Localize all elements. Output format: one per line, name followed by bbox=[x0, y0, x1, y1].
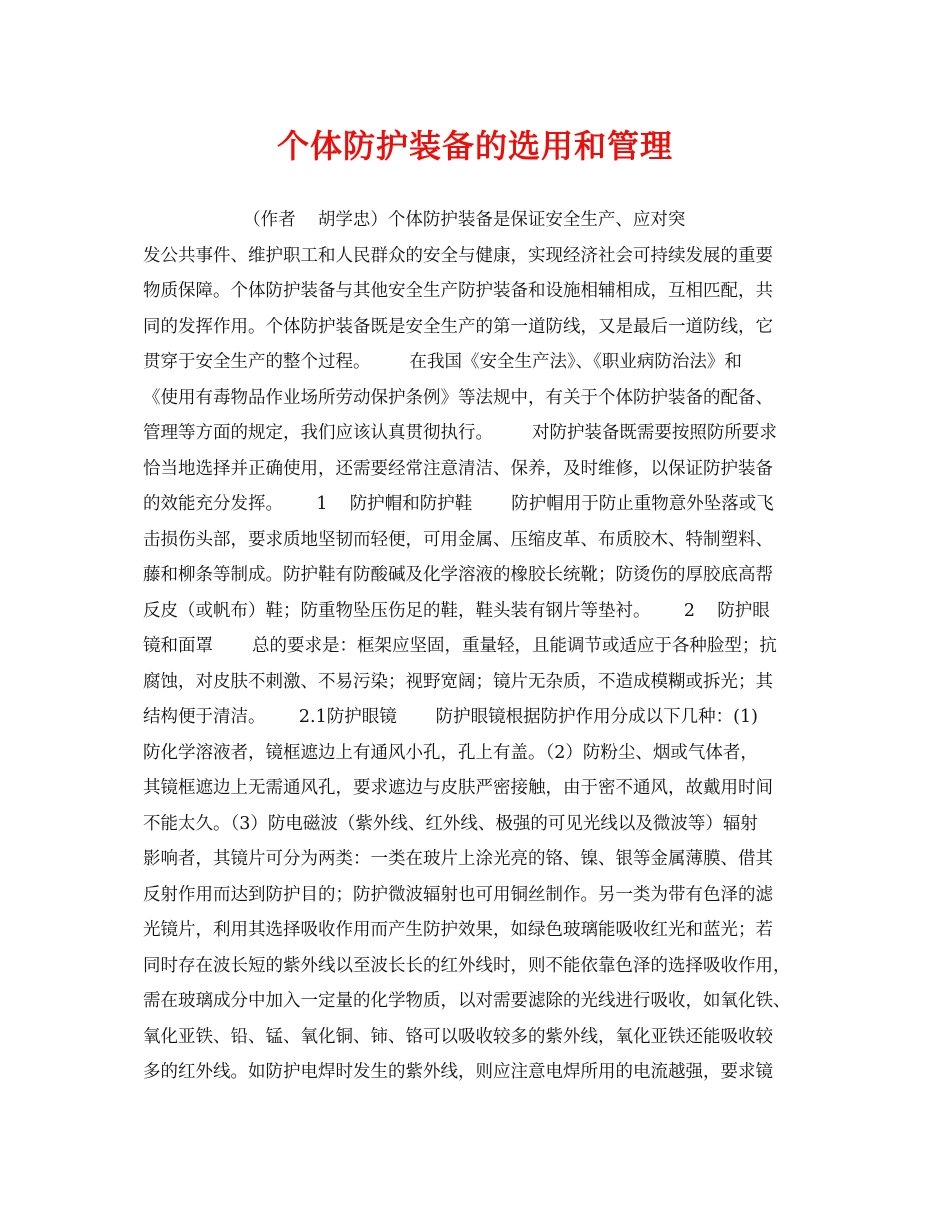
body-line: 同时存在波长短的紫外线以至波长长的红外线时，则不能依靠色泽的选择吸收作用， bbox=[143, 955, 791, 976]
body-line: 物质保障。个体防护装备与其他安全生产防护装备和设施相辅相成，互相匹配，共 bbox=[143, 281, 773, 301]
body-line: 不能太久。（3）防电磁波（紫外线、红外线、极强的可见光线以及微波等）辐射 bbox=[143, 813, 758, 834]
body-line: 反射作用而达到防护目的；防护微波辐射也可用铜丝制作。另一类为带有色泽的滤 bbox=[143, 884, 773, 905]
body-line: 的效能充分发挥。 1 防护帽和防护鞋 防护帽用于防止重物意外坠落或飞 bbox=[143, 494, 774, 514]
body-line: 同的发挥作用。个体防护装备既是安全生产的第一道防线，又是最后一道防线，它 bbox=[143, 316, 773, 337]
body-line: 腐蚀，对皮肤不刺激、不易污染；视野宽阔；镜片无杂质，不造成模糊或拆光；其 bbox=[143, 671, 773, 692]
body-line: 击损伤头部，要求质地坚韧而轻便，可用金属、压缩皮革、布质胶木、特制塑料、 bbox=[143, 529, 773, 550]
body-line: 多的红外线。如防护电焊时发生的紫外线，则应注意电焊所用的电流越强，要求镜 bbox=[143, 1062, 773, 1082]
body-line: 《使用有毒物品作业场所劳动保护条例》等法规中，有关于个体防护装备的配备、 bbox=[143, 387, 773, 408]
body-line: 管理等方面的规定，我们应该认真贯彻执行。 对防护装备既需要按照防所要求 bbox=[143, 423, 777, 443]
body-line: 发公共事件、维护职工和人民群众的安全与健康，实现经济社会可持续发展的重要 bbox=[143, 245, 773, 266]
body-line: 恰当地选择并正确使用，还需要经常注意清洁、保养，及时维修，以保证防护装备 bbox=[143, 458, 773, 479]
body-line: 其镜框遮边上无需通风孔，要求遮边与皮肤严密接触，由于密不通风，故戴用时间 bbox=[143, 778, 773, 798]
body-line: 光镜片，利用其选择吸收作用而产生防护效果，如绿色玻璃能吸收红光和蓝光；若 bbox=[143, 920, 773, 940]
body-line: 贯穿于安全生产的整个过程。 在我国《安全生产法》、《职业病防治法》和 bbox=[143, 352, 742, 372]
body-line: 结构便于清洁。 2.1防护眼镜 防护眼镜根据防护作用分成以下几种：(1) bbox=[143, 707, 758, 727]
body-line: 影响者，其镜片可分为两类：一类在玻片上涂光亮的铬、镍、银等金属薄膜、借其 bbox=[143, 849, 773, 869]
article-body bbox=[143, 203, 823, 1091]
body-line: 需在玻璃成分中加入一定量的化学物质，以对需要滤除的光线进行吸收，如氧化铁、 bbox=[143, 991, 791, 1011]
body-line: 反皮（或帆布）鞋；防重物坠压伤足的鞋，鞋头装有钢片等垫衬。 2 防护眼 bbox=[143, 600, 770, 621]
body-line: 镜和面罩 总的要求是：框架应坚固，重量轻，且能调节或适应于各种脸型；抗 bbox=[143, 636, 777, 656]
body-line: 藤和柳条等制成。防护鞋有防酸碱及化学溶液的橡胶长统靴；防烫伤的厚胶底高帮 bbox=[143, 565, 773, 585]
body-line: 氧化亚铁、铅、锰、氧化铜、铈、铬可以吸收较多的紫外线，氧化亚铁还能吸收较 bbox=[143, 1026, 773, 1047]
page-title: 个体防护装备的选用和管理 bbox=[276, 127, 673, 165]
body-line: 防化学溶液者，镜框遮边上有通风小孔，孔上有盖。（2）防粉尘、烟或气体者， bbox=[143, 742, 758, 763]
body-line: （作者 胡学忠）个体防护装备是保证安全生产、应对突 bbox=[143, 210, 686, 230]
